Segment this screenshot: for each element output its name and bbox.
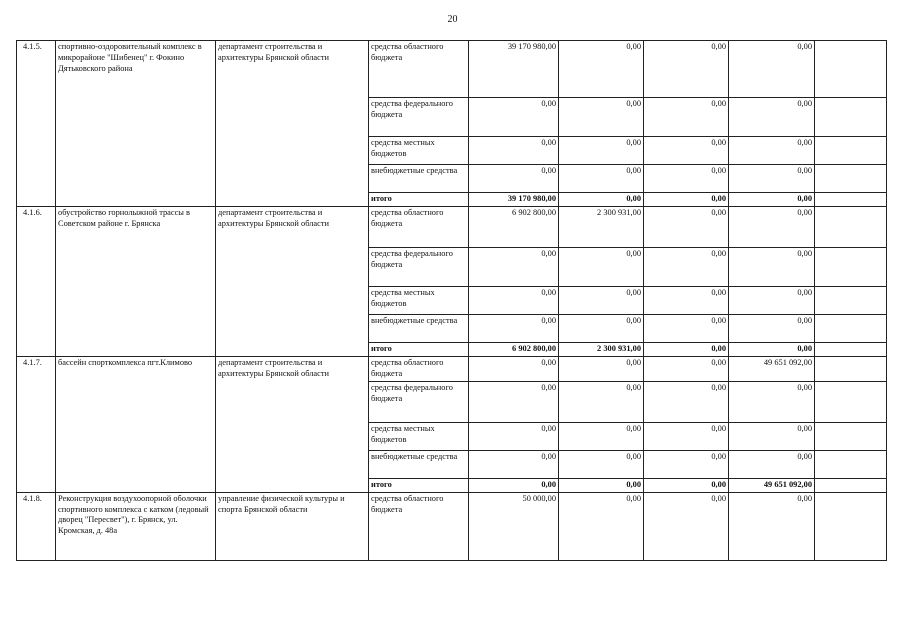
amount-cell: 0,00 bbox=[559, 286, 644, 314]
total-label: итого bbox=[369, 478, 469, 492]
funding-source: внебюджетные средства bbox=[369, 450, 469, 478]
amount-cell bbox=[815, 356, 887, 381]
amount-cell: 0,00 bbox=[729, 286, 815, 314]
amount-cell: 0,00 bbox=[729, 98, 815, 137]
amount-cell bbox=[815, 492, 887, 560]
amount-cell bbox=[815, 422, 887, 450]
amount-cell: 0,00 bbox=[469, 247, 559, 286]
amount-cell: 0,00 bbox=[644, 314, 729, 342]
amount-cell: 0,00 bbox=[729, 193, 815, 207]
amount-cell: 0,00 bbox=[644, 247, 729, 286]
funding-source: средства федерального бюджета bbox=[369, 381, 469, 422]
amount-cell: 39 170 980,00 bbox=[469, 41, 559, 98]
funding-source: внебюджетные средства bbox=[369, 314, 469, 342]
amount-cell: 50 000,00 bbox=[469, 492, 559, 560]
table-row bbox=[17, 41, 887, 98]
amount-cell: 0,00 bbox=[559, 193, 644, 207]
amount-cell: 0,00 bbox=[644, 381, 729, 422]
item-name: спортивно-оздоровительный комплекс в микрорайоне "Шибенец" г. Фокино Дятьковского района bbox=[56, 41, 216, 207]
amount-cell: 0,00 bbox=[559, 98, 644, 137]
item-executor: департамент строительства и архитектуры Брянской области bbox=[216, 41, 369, 207]
funding-source: средства областного бюджета bbox=[369, 206, 469, 247]
amount-cell bbox=[815, 193, 887, 207]
amount-cell: 0,00 bbox=[729, 342, 815, 356]
amount-cell: 2 300 931,00 bbox=[559, 342, 644, 356]
amount-cell: 0,00 bbox=[469, 356, 559, 381]
table-row bbox=[17, 356, 887, 381]
amount-cell bbox=[815, 478, 887, 492]
amount-cell: 0,00 bbox=[729, 137, 815, 165]
amount-cell bbox=[815, 247, 887, 286]
amount-cell: 0,00 bbox=[469, 450, 559, 478]
funding-source: средства областного бюджета bbox=[369, 356, 469, 381]
item-code: 4.1.8. bbox=[17, 492, 56, 560]
amount-cell: 49 651 092,00 bbox=[729, 478, 815, 492]
item-executor: департамент строительства и архитектуры Брянской области bbox=[216, 206, 369, 356]
item-code: 4.1.6. bbox=[17, 206, 56, 356]
amount-cell: 0,00 bbox=[644, 98, 729, 137]
amount-cell: 0,00 bbox=[469, 314, 559, 342]
amount-cell: 0,00 bbox=[729, 492, 815, 560]
amount-cell: 0,00 bbox=[644, 478, 729, 492]
amount-cell bbox=[815, 206, 887, 247]
amount-cell: 0,00 bbox=[644, 492, 729, 560]
item-code: 4.1.7. bbox=[17, 356, 56, 492]
amount-cell bbox=[815, 41, 887, 98]
item-executor: департамент строительства и архитектуры Брянской области bbox=[216, 356, 369, 492]
amount-cell bbox=[815, 342, 887, 356]
amount-cell bbox=[815, 450, 887, 478]
amount-cell: 0,00 bbox=[469, 137, 559, 165]
amount-cell: 0,00 bbox=[559, 450, 644, 478]
item-executor: управление физической культуры и спорта Брянской области bbox=[216, 492, 369, 560]
amount-cell: 0,00 bbox=[729, 381, 815, 422]
item-name: обустройство горнолыжной трассы в Советском районе г. Брянска bbox=[56, 206, 216, 356]
item-name: бассейн спорткомплекса пгт.Климово bbox=[56, 356, 216, 492]
amount-cell bbox=[815, 165, 887, 193]
funding-source: средства федерального бюджета bbox=[369, 98, 469, 137]
amount-cell: 0,00 bbox=[729, 206, 815, 247]
amount-cell bbox=[815, 381, 887, 422]
amount-cell: 0,00 bbox=[644, 165, 729, 193]
amount-cell: 0,00 bbox=[729, 165, 815, 193]
amount-cell: 0,00 bbox=[469, 478, 559, 492]
amount-cell: 0,00 bbox=[559, 41, 644, 98]
amount-cell: 0,00 bbox=[559, 137, 644, 165]
funding-source: средства областного бюджета bbox=[369, 492, 469, 560]
amount-cell: 0,00 bbox=[469, 98, 559, 137]
amount-cell: 0,00 bbox=[559, 165, 644, 193]
funding-source: средства федерального бюджета bbox=[369, 247, 469, 286]
amount-cell: 0,00 bbox=[469, 165, 559, 193]
funding-source: средства местных бюджетов bbox=[369, 137, 469, 165]
amount-cell: 0,00 bbox=[729, 450, 815, 478]
amount-cell: 0,00 bbox=[469, 286, 559, 314]
amount-cell: 0,00 bbox=[644, 41, 729, 98]
table-row bbox=[17, 206, 887, 247]
amount-cell: 0,00 bbox=[729, 314, 815, 342]
amount-cell: 0,00 bbox=[729, 422, 815, 450]
amount-cell: 0,00 bbox=[469, 422, 559, 450]
item-name: Реконструкция воздухоопорной оболочки спортивного комплекса с катком (ледовый дворец "Пересвет"), г. Брянск, ул. Кромская, д. 48а bbox=[56, 492, 216, 560]
amount-cell bbox=[815, 98, 887, 137]
funding-source: средства областного бюджета bbox=[369, 41, 469, 98]
total-label: итого bbox=[369, 193, 469, 207]
amount-cell: 6 902 800,00 bbox=[469, 342, 559, 356]
page-number: 20 bbox=[447, 14, 458, 25]
amount-cell: 0,00 bbox=[644, 422, 729, 450]
total-label: итого bbox=[369, 342, 469, 356]
amount-cell: 0,00 bbox=[644, 193, 729, 207]
funding-source: средства местных бюджетов bbox=[369, 422, 469, 450]
amount-cell: 0,00 bbox=[644, 137, 729, 165]
item-code: 4.1.5. bbox=[17, 41, 56, 207]
amount-cell bbox=[815, 286, 887, 314]
amount-cell: 0,00 bbox=[559, 314, 644, 342]
table-row bbox=[17, 492, 887, 560]
amount-cell: 2 300 931,00 bbox=[559, 206, 644, 247]
amount-cell bbox=[815, 314, 887, 342]
amount-cell: 0,00 bbox=[644, 356, 729, 381]
funding-source: внебюджетные средства bbox=[369, 165, 469, 193]
amount-cell: 0,00 bbox=[644, 342, 729, 356]
amount-cell: 0,00 bbox=[729, 247, 815, 286]
amount-cell: 0,00 bbox=[644, 286, 729, 314]
amount-cell: 0,00 bbox=[729, 41, 815, 98]
amount-cell: 0,00 bbox=[469, 381, 559, 422]
amount-cell: 0,00 bbox=[559, 492, 644, 560]
funding-source: средства местных бюджетов bbox=[369, 286, 469, 314]
amount-cell: 0,00 bbox=[559, 356, 644, 381]
amount-cell: 0,00 bbox=[559, 381, 644, 422]
budget-table bbox=[16, 40, 887, 561]
amount-cell: 0,00 bbox=[559, 247, 644, 286]
amount-cell: 6 902 800,00 bbox=[469, 206, 559, 247]
amount-cell: 0,00 bbox=[644, 206, 729, 247]
amount-cell: 39 170 980,00 bbox=[469, 193, 559, 207]
amount-cell: 0,00 bbox=[559, 422, 644, 450]
amount-cell: 0,00 bbox=[644, 450, 729, 478]
amount-cell: 49 651 092,00 bbox=[729, 356, 815, 381]
amount-cell bbox=[815, 137, 887, 165]
amount-cell: 0,00 bbox=[559, 478, 644, 492]
